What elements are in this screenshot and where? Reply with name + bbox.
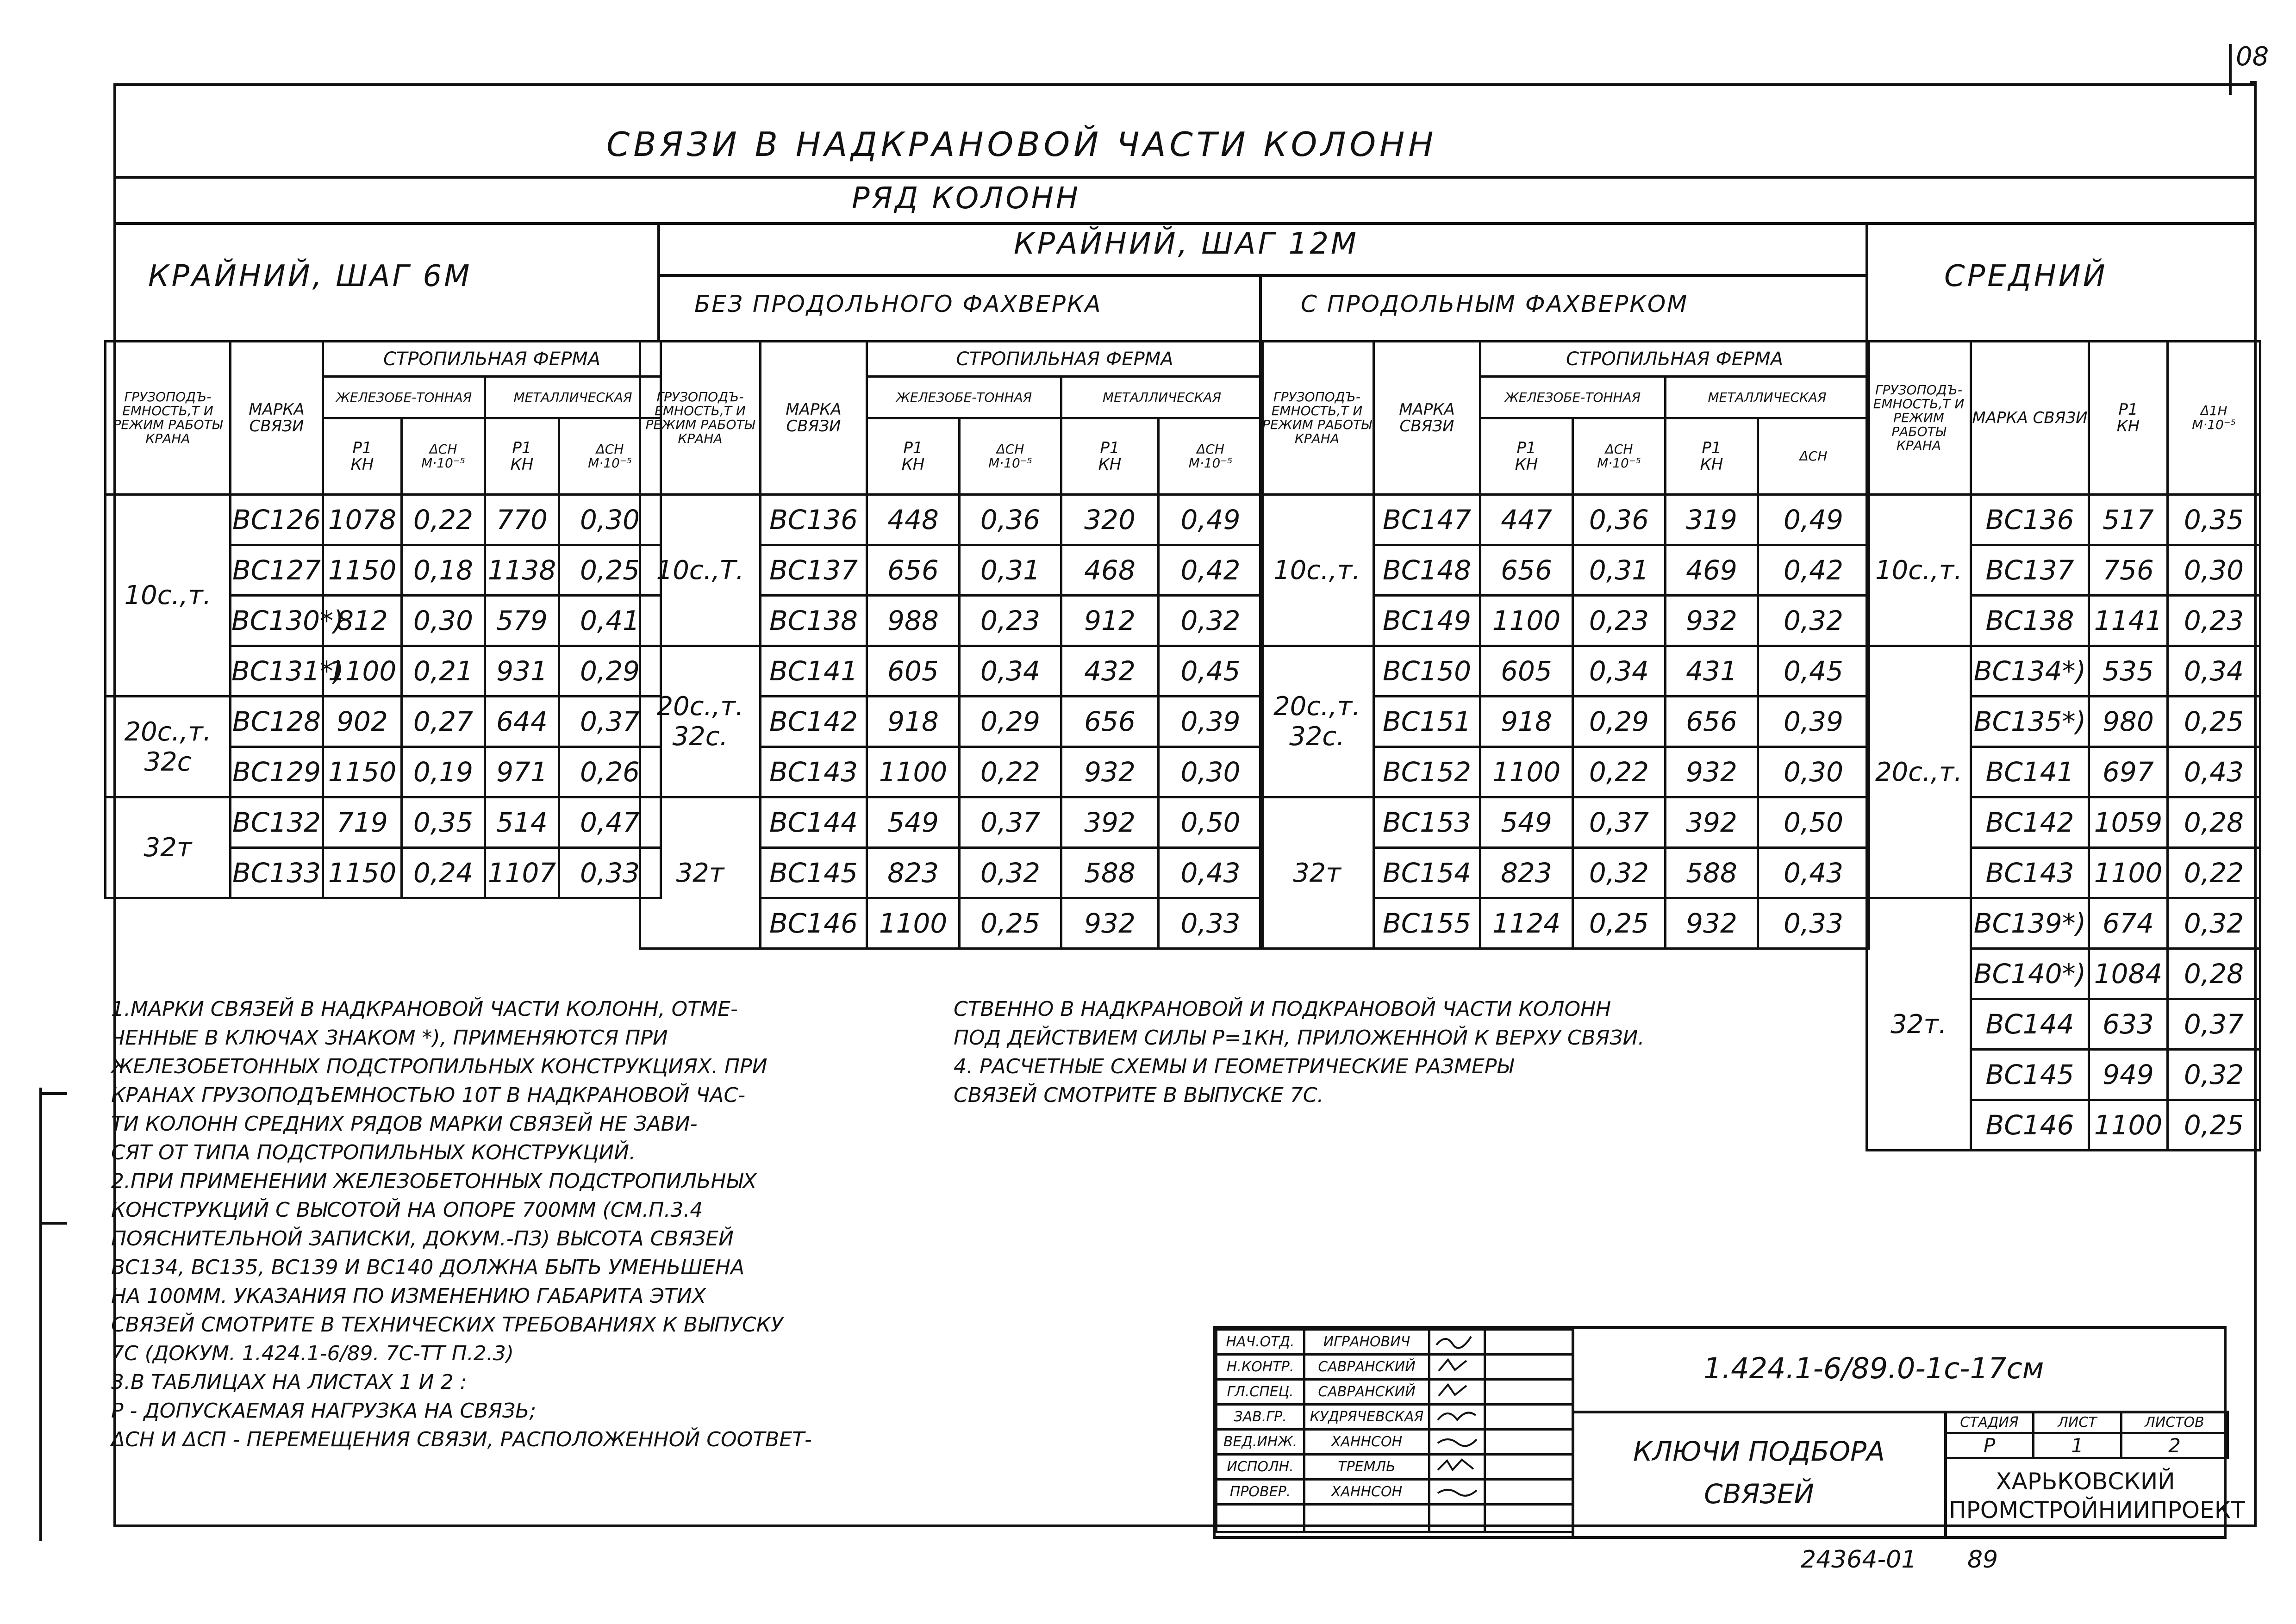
cell-mark: ВС131*) — [231, 646, 323, 697]
cell-value: 674 — [2089, 898, 2168, 949]
cell-mark: ВС142 — [1971, 797, 2089, 848]
cell-mark: ВС138 — [761, 596, 867, 646]
cell-value: 1078 — [323, 495, 402, 545]
stamp-date — [1485, 1505, 1573, 1532]
sheet-value: 1 — [2034, 1433, 2121, 1458]
cell-value: 0,35 — [2168, 495, 2260, 545]
cell-mark: ВС144 — [1971, 999, 2089, 1050]
mid-subtitle-divider — [1259, 274, 1262, 342]
p-header: P1 КН — [1480, 418, 1573, 495]
cell-value: 0,43 — [1159, 848, 1263, 898]
truss-header: СТРОПИЛЬНАЯ ФЕРМА — [867, 342, 1263, 377]
stamp-signature — [1429, 1380, 1485, 1405]
cell-value: 932 — [1061, 747, 1159, 797]
cell-value: 1141 — [2089, 596, 2168, 646]
cell-mark: ВС136 — [1971, 495, 2089, 545]
cell-value: 1138 — [485, 545, 559, 596]
cell-value: 1100 — [2089, 848, 2168, 898]
frame-right-edge-fill — [2250, 81, 2257, 84]
cell-value: 392 — [1666, 797, 1758, 848]
cell-mark: ВС137 — [1971, 545, 2089, 596]
document-title: КЛЮЧИ ПОДБОРА СВЯЗЕЙ — [1633, 1436, 1885, 1510]
metal-header: МЕТАЛЛИЧЕСКАЯ — [485, 377, 661, 418]
cell-mark: ВС143 — [761, 747, 867, 797]
d-header: ΔCН М·10⁻⁵ — [402, 418, 485, 495]
cell-value: 0,29 — [559, 646, 661, 697]
cell-value: 1084 — [2089, 949, 2168, 999]
cell-value: 579 — [485, 596, 559, 646]
stamp-name: ТРЕМЛЬ — [1304, 1455, 1429, 1480]
section-mid-a-title: БЕЗ ПРОДОЛЬНОГО ФАХВЕРКА — [694, 291, 1102, 317]
cell-value: 0,43 — [2168, 747, 2260, 797]
stamp-signature — [1429, 1405, 1485, 1430]
cell-value: 0,41 — [559, 596, 661, 646]
d-header: ΔCН — [1758, 418, 1869, 495]
cell-value: 0,37 — [960, 797, 1061, 848]
cell-value: 656 — [1061, 697, 1159, 747]
cell-mark: ВС151 — [1374, 697, 1480, 747]
cell-value: 0,42 — [1758, 545, 1869, 596]
stamp-date — [1485, 1405, 1573, 1430]
cell-value: 514 — [485, 797, 559, 848]
stamp-date — [1485, 1480, 1573, 1505]
cell-mark: ВС127 — [231, 545, 323, 596]
cell-value: 756 — [2089, 545, 2168, 596]
cell-value: 1124 — [1480, 898, 1573, 949]
crane-group: 32т. — [1867, 898, 1971, 1151]
metal-header: МЕТАЛЛИЧЕСКАЯ — [1061, 377, 1263, 418]
signature-icon — [1434, 1481, 1480, 1500]
stamp-signature — [1429, 1430, 1485, 1455]
cell-value: 0,30 — [559, 495, 661, 545]
cell-value: 971 — [485, 747, 559, 797]
cell-mark: ВС130*) — [231, 596, 323, 646]
cell-value: 0,47 — [559, 797, 661, 848]
cell-mark: ВС149 — [1374, 596, 1480, 646]
cell-value: 0,28 — [2168, 797, 2260, 848]
cell-value: 0,18 — [402, 545, 485, 596]
p-header: P1 КН — [867, 418, 960, 495]
sheet-label: ЛИСТ — [2034, 1412, 2121, 1433]
cell-value: 0,22 — [402, 495, 485, 545]
cell-value: 0,34 — [2168, 646, 2260, 697]
cell-mark: ВС139*) — [1971, 898, 2089, 949]
cell-value: 0,32 — [2168, 898, 2260, 949]
page-title: СВЯЗИ В НАДКРАНОВОЙ ЧАСТИ КОЛОНН — [606, 125, 1437, 164]
cell-value: 0,32 — [2168, 1050, 2260, 1100]
row-header: РЯД КОЛОНН — [852, 181, 1080, 216]
cell-value: 1150 — [323, 545, 402, 596]
cell-mark: ВС152 — [1374, 747, 1480, 797]
cell-value: 0,37 — [559, 697, 661, 747]
cell-value: 605 — [1480, 646, 1573, 697]
cell-value: 932 — [1666, 898, 1758, 949]
cell-value: 0,36 — [960, 495, 1061, 545]
page-number: 08 — [2236, 42, 2269, 72]
d-header: ΔCН М·10⁻⁵ — [1573, 418, 1666, 495]
p-header: P1 КН — [2089, 342, 2168, 495]
cell-value: 932 — [1061, 898, 1159, 949]
signature-icon — [1434, 1356, 1480, 1375]
signature-icon — [1434, 1406, 1480, 1425]
cell-value: 1100 — [323, 646, 402, 697]
cell-value: 1059 — [2089, 797, 2168, 848]
cell-value: 432 — [1061, 646, 1159, 697]
crane-group: 10с.,т. — [106, 495, 231, 697]
cell-value: 535 — [2089, 646, 2168, 697]
cell-value: 932 — [1666, 596, 1758, 646]
cell-value: 0,32 — [1573, 848, 1666, 898]
cell-value: 588 — [1061, 848, 1159, 898]
cell-mark: ВС141 — [761, 646, 867, 697]
cell-value: 902 — [323, 697, 402, 747]
cell-value: 0,45 — [1159, 646, 1263, 697]
mid-a-table — [639, 340, 1264, 950]
truss-header: СТРОПИЛЬНАЯ ФЕРМА — [1480, 342, 1869, 377]
mid-b-table — [1259, 340, 1870, 950]
stamp-date — [1485, 1330, 1573, 1355]
cell-value: 633 — [2089, 999, 2168, 1050]
cell-value: 812 — [323, 596, 402, 646]
cell-value: 0,19 — [402, 747, 485, 797]
cell-value: 1150 — [323, 747, 402, 797]
stamp-signature — [1429, 1355, 1485, 1380]
cell-value: 0,45 — [1758, 646, 1869, 697]
cell-value: 319 — [1666, 495, 1758, 545]
d-header: ΔCН М·10⁻⁵ — [1159, 418, 1263, 495]
section-divider-right — [1866, 222, 1868, 342]
stamp-role: ИСПОЛН. — [1217, 1455, 1304, 1480]
cell-mark: ВС145 — [1971, 1050, 2089, 1100]
cell-value: 0,26 — [559, 747, 661, 797]
stamp-role: ВЕД.ИНЖ. — [1217, 1430, 1304, 1455]
cell-value: 0,42 — [1159, 545, 1263, 596]
cell-value: 0,39 — [1159, 697, 1263, 747]
section-mid-b-title: С ПРОДОЛЬНЫМ ФАХВЕРКОМ — [1301, 291, 1689, 317]
d-header: ΔCН М·10⁻⁵ — [960, 418, 1061, 495]
cell-value: 517 — [2089, 495, 2168, 545]
crane-header: ГРУЗОПОДЪ-ЕМНОСТЬ,Т И РЕЖИМ РАБОТЫ КРАНА — [1867, 342, 1971, 495]
cell-value: 0,27 — [402, 697, 485, 747]
cell-value: 0,43 — [1758, 848, 1869, 898]
cell-value: 0,23 — [2168, 596, 2260, 646]
cell-mark: ВС144 — [761, 797, 867, 848]
cell-mark: ВС137 — [761, 545, 867, 596]
binding-mark — [39, 1222, 67, 1225]
cell-value: 320 — [1061, 495, 1159, 545]
cell-mark: ВС143 — [1971, 848, 2089, 898]
stamp-date — [1485, 1455, 1573, 1480]
right-table — [1866, 340, 2261, 1151]
crane-group: 20с.,т. 32с — [106, 697, 231, 797]
concrete-header: ЖЕЛЕЗОБЕ-ТОННАЯ — [323, 377, 485, 418]
cell-mark: ВС146 — [761, 898, 867, 949]
cell-value: 1100 — [2089, 1100, 2168, 1151]
cell-value: 549 — [867, 797, 960, 848]
p-header: P1 КН — [485, 418, 559, 495]
cell-value: 431 — [1666, 646, 1758, 697]
cell-value: 918 — [1480, 697, 1573, 747]
cell-value: 469 — [1666, 545, 1758, 596]
footer-number: 89 — [1967, 1546, 1998, 1574]
cell-value: 1100 — [867, 747, 960, 797]
cell-value: 0,31 — [960, 545, 1061, 596]
cell-value: 0,22 — [1573, 747, 1666, 797]
stamp-signature — [1429, 1330, 1485, 1355]
crane-group: 10с.,Т. — [640, 495, 761, 646]
mark-header: МАРКА СВЯЗИ — [1374, 342, 1480, 495]
stamp-divider-v — [1572, 1326, 1574, 1539]
cell-value: 0,22 — [2168, 848, 2260, 898]
cell-mark: ВС142 — [761, 697, 867, 747]
d-header: ΔCН М·10⁻⁵ — [559, 418, 661, 495]
cell-value: 656 — [1666, 697, 1758, 747]
cell-value: 949 — [2089, 1050, 2168, 1100]
cell-mark: ВС141 — [1971, 747, 2089, 797]
cell-value: 0,32 — [960, 848, 1061, 898]
stamp-role: ПРОВЕР. — [1217, 1480, 1304, 1505]
cell-value: 980 — [2089, 697, 2168, 747]
cell-mark: ВС153 — [1374, 797, 1480, 848]
p-header: P1 КН — [323, 418, 402, 495]
cell-value: 0,50 — [1758, 797, 1869, 848]
cell-value: 988 — [867, 596, 960, 646]
cell-mark: ВС154 — [1374, 848, 1480, 898]
sheets-label: ЛИСТОВ — [2121, 1412, 2228, 1433]
p-header: P1 КН — [1061, 418, 1159, 495]
cell-mark: ВС146 — [1971, 1100, 2089, 1151]
cell-mark: ВС126 — [231, 495, 323, 545]
cell-mark: ВС134*) — [1971, 646, 2089, 697]
cell-value: 0,22 — [960, 747, 1061, 797]
cell-value: 823 — [1480, 848, 1573, 898]
cell-value: 0,25 — [559, 545, 661, 596]
cell-value: 0,32 — [1159, 596, 1263, 646]
stamp-role: Н.КОНТР. — [1217, 1355, 1304, 1380]
cell-value: 0,25 — [2168, 697, 2260, 747]
crane-group: 20с.,т. 32с. — [640, 646, 761, 797]
cell-value: 918 — [867, 697, 960, 747]
cell-value: 0,50 — [1159, 797, 1263, 848]
mark-header: МАРКА СВЯЗИ — [231, 342, 323, 495]
mark-header: МАРКА СВЯЗИ — [1971, 342, 2089, 495]
cell-value: 0,33 — [1758, 898, 1869, 949]
cell-value: 912 — [1061, 596, 1159, 646]
stamp-name: ХАННСОН — [1304, 1430, 1429, 1455]
title-bottom-line — [113, 176, 2257, 179]
cell-mark: ВС133 — [231, 848, 323, 898]
cell-value: 392 — [1061, 797, 1159, 848]
stamp-name — [1304, 1505, 1429, 1532]
stage-label: СТАДИЯ — [1946, 1412, 2034, 1433]
cell-mark: ВС145 — [761, 848, 867, 898]
cell-value: 468 — [1061, 545, 1159, 596]
cell-value: 448 — [867, 495, 960, 545]
cell-value: 0,37 — [1573, 797, 1666, 848]
cell-mark: ВС155 — [1374, 898, 1480, 949]
cell-value: 0,30 — [402, 596, 485, 646]
cell-value: 605 — [867, 646, 960, 697]
section-divider-left — [657, 222, 660, 342]
cell-value: 0,36 — [1573, 495, 1666, 545]
cell-value: 719 — [323, 797, 402, 848]
cell-mark: ВС132 — [231, 797, 323, 848]
cell-value: 0,25 — [960, 898, 1061, 949]
signature-icon — [1434, 1456, 1480, 1475]
document-code: 1.424.1-6/89.0-1с-17см — [1703, 1351, 2044, 1385]
stamp-signature — [1429, 1455, 1485, 1480]
cell-value: 0,33 — [559, 848, 661, 898]
row-header-bottom-line — [113, 222, 2257, 225]
stamp-role — [1217, 1505, 1304, 1532]
cell-value: 697 — [2089, 747, 2168, 797]
truss-header: СТРОПИЛЬНАЯ ФЕРМА — [323, 342, 661, 377]
cell-value: 656 — [867, 545, 960, 596]
cell-value: 0,29 — [960, 697, 1061, 747]
cell-value: 0,34 — [1573, 646, 1666, 697]
stamp-name: ИГРАНОВИЧ — [1304, 1330, 1429, 1355]
stamp-signature — [1429, 1505, 1485, 1532]
cell-value: 0,31 — [1573, 545, 1666, 596]
cell-value: 0,23 — [960, 596, 1061, 646]
cell-value: 0,34 — [960, 646, 1061, 697]
cell-value: 0,32 — [1758, 596, 1869, 646]
notes-right: СТВЕННО В НАДКРАНОВОЙ И ПОДКРАНОВОЙ ЧАСТИ КОЛОНН ПОД ДЕЙСТВИЕМ СИЛЫ P=1КН, ПРИЛОЖЕННОЙ К ВЕРХУ СВЯЗИ. 4. РАСЧЕТНЫЕ СХЕМЫ И ГЕОМЕТРИЧЕСКИЕ РАЗМЕРЫ СВЯЗЕЙ СМОТРИТЕ В ВЫПУСКЕ 7С. — [954, 997, 1645, 1107]
binding-strip — [39, 1088, 42, 1541]
crane-group: 10с.,т. — [1260, 495, 1374, 646]
section-right-title: СРЕДНИЙ — [1944, 259, 2108, 293]
crane-group: 10с.,т. — [1867, 495, 1971, 646]
cell-value: 0,39 — [1758, 697, 1869, 747]
crane-group: 32т — [640, 797, 761, 949]
binding-mark — [39, 1092, 67, 1095]
d-header: Δ1Н М·10⁻⁵ — [2168, 342, 2260, 495]
section-mid-title: КРАЙНИЙ, ШАГ 12М — [1014, 227, 1359, 261]
cell-value: 644 — [485, 697, 559, 747]
cell-value: 823 — [867, 848, 960, 898]
cell-value: 931 — [485, 646, 559, 697]
cell-value: 1107 — [485, 848, 559, 898]
stamp-date — [1485, 1430, 1573, 1455]
crane-header: ГРУЗОПОДЪ-ЕМНОСТЬ,Т И РЕЖИМ РАБОТЫ КРАНА — [106, 342, 231, 495]
cell-mark: ВС147 — [1374, 495, 1480, 545]
cell-value: 0,23 — [1573, 596, 1666, 646]
cell-value: 0,33 — [1159, 898, 1263, 949]
cell-value: 0,29 — [1573, 697, 1666, 747]
notes-left: 1.МАРКИ СВЯЗЕЙ В НАДКРАНОВОЙ ЧАСТИ КОЛОНН, ОТМЕ- ЧЕННЫЕ В КЛЮЧАХ ЗНАКОМ *), ПРИМЕНЯЮТСЯ ПРИ ЖЕЛЕЗОБЕТОННЫХ ПОДСТРОПИЛЬНЫХ КОНСТРУКЦИЯХ. ПРИ КРАНАХ ГРУЗОПОДЪЕМНОСТЬЮ 10Т В НАДКРАНОВОЙ ЧАС- ТИ КОЛОНН СРЕДНИХ РЯДОВ МАРКИ СВЯЗЕЙ НЕ ЗАВИ- СЯТ ОТ ТИПА ПОДСТРОПИЛЬНЫХ КОНСТРУКЦИЙ. 2.ПРИ ПРИМЕНЕНИИ ЖЕЛЕЗОБЕТОННЫХ ПОДСТРОПИЛЬНЫХ КОНСТРУКЦИЙ С ВЫСОТОЙ НА ОПОРЕ 700ММ (СМ.П.3.4 ПОЯСНИТЕЛЬНОЙ ЗАПИСКИ, ДОКУМ.-ПЗ) ВЫСОТА СВЯЗЕЙ ВС134, ВС135, ВС139 И ВС140 ДОЛЖНА БЫТЬ УМЕНЬШЕНА НА 100ММ. УКАЗАНИЯ ПО ИЗМЕНЕНИЮ ГАБАРИТА ЭТИХ СВЯЗЕЙ СМОТРИТЕ В ТЕХНИЧЕСКИХ ТРЕБОВАНИЯХ К ВЫПУСКУ 7С (ДОКУМ. 1.424.1-6/89. 7С-ТТ П.2.3) 3.В ТАБЛИЦАХ НА ЛИСТАХ 1 И 2 : P - ДОПУСКАЕМАЯ НАГРУЗКА НА СВЯЗЬ; ΔCН И ΔCП - ПЕРЕМЕЩЕНИЯ СВЯЗИ, РАСПОЛОЖЕННОЙ СООТВЕТ- — [111, 997, 812, 1451]
metal-header: МЕТАЛЛИЧЕСКАЯ — [1666, 377, 1869, 418]
cell-value: 0,49 — [1758, 495, 1869, 545]
stamp-name: САВРАНСКИЙ — [1304, 1380, 1429, 1405]
cell-value: 770 — [485, 495, 559, 545]
cell-mark: ВС128 — [231, 697, 323, 747]
cell-mark: ВС138 — [1971, 596, 2089, 646]
cell-value: 1150 — [323, 848, 402, 898]
stamp-stage-table — [1944, 1411, 2229, 1459]
cell-mark: ВС136 — [761, 495, 867, 545]
cell-mark: ВС148 — [1374, 545, 1480, 596]
stamp-role: ЗАВ.ГР. — [1217, 1405, 1304, 1430]
p-header: P1 КН — [1666, 418, 1758, 495]
stage-value: Р — [1946, 1433, 2034, 1458]
stamp-role: ГЛ.СПЕЦ. — [1217, 1380, 1304, 1405]
stamp-name: ХАННСОН — [1304, 1480, 1429, 1505]
concrete-header: ЖЕЛЕЗОБЕ-ТОННАЯ — [867, 377, 1061, 418]
cell-value: 0,49 — [1159, 495, 1263, 545]
stamp-date — [1485, 1380, 1573, 1405]
cell-value: 932 — [1666, 747, 1758, 797]
cell-value: 0,25 — [1573, 898, 1666, 949]
signature-icon — [1434, 1431, 1480, 1450]
cell-value: 0,30 — [2168, 545, 2260, 596]
signature-icon — [1434, 1381, 1480, 1400]
cell-value: 0,25 — [2168, 1100, 2260, 1151]
cell-value: 0,28 — [2168, 949, 2260, 999]
stamp-role: НАЧ.ОТД. — [1217, 1330, 1304, 1355]
cell-value: 588 — [1666, 848, 1758, 898]
stamp-signature — [1429, 1480, 1485, 1505]
cell-value: 656 — [1480, 545, 1573, 596]
cell-value: 1100 — [867, 898, 960, 949]
crane-header: ГРУЗОПОДЪ-ЕМНОСТЬ,Т И РЕЖИМ РАБОТЫ КРАНА — [1260, 342, 1374, 495]
organization: ХАРЬКОВСКИЙ ПРОМСТРОЙНИИПРОЕКТ — [1949, 1468, 2245, 1524]
cell-value: 0,21 — [402, 646, 485, 697]
cell-mark: ВС135*) — [1971, 697, 2089, 747]
crane-group: 32т — [106, 797, 231, 898]
left-table — [104, 340, 662, 899]
stamp-name: САВРАНСКИЙ — [1304, 1355, 1429, 1380]
concrete-header: ЖЕЛЕЗОБЕ-ТОННАЯ — [1480, 377, 1666, 418]
crane-group: 32т — [1260, 797, 1374, 949]
cell-value: 447 — [1480, 495, 1573, 545]
section-left-title: КРАЙНИЙ, ШАГ 6М — [148, 259, 472, 293]
stamp-name: КУДРЯЧЕВСКАЯ — [1304, 1405, 1429, 1430]
crane-group: 20с.,т. 32с. — [1260, 646, 1374, 797]
cell-value: 0,30 — [1159, 747, 1263, 797]
cell-value: 0,35 — [402, 797, 485, 848]
stamp-signatures — [1215, 1328, 1574, 1533]
crane-header: ГРУЗОПОДЪ-ЕМНОСТЬ,Т И РЕЖИМ РАБОТЫ КРАНА — [640, 342, 761, 495]
mark-header: МАРКА СВЯЗИ — [761, 342, 867, 495]
signature-icon — [1434, 1331, 1480, 1350]
sheets-value: 2 — [2121, 1433, 2228, 1458]
cell-mark: ВС150 — [1374, 646, 1480, 697]
cell-value: 549 — [1480, 797, 1573, 848]
crane-group: 20с.,т. — [1867, 646, 1971, 898]
cell-value: 0,24 — [402, 848, 485, 898]
cell-value: 0,30 — [1758, 747, 1869, 797]
cell-mark: ВС140*) — [1971, 949, 2089, 999]
stamp-date — [1485, 1355, 1573, 1380]
cell-value: 1100 — [1480, 747, 1573, 797]
cell-value: 1100 — [1480, 596, 1573, 646]
footer-code: 24364-01 — [1801, 1546, 1917, 1574]
cell-mark: ВС129 — [231, 747, 323, 797]
cell-value: 0,37 — [2168, 999, 2260, 1050]
